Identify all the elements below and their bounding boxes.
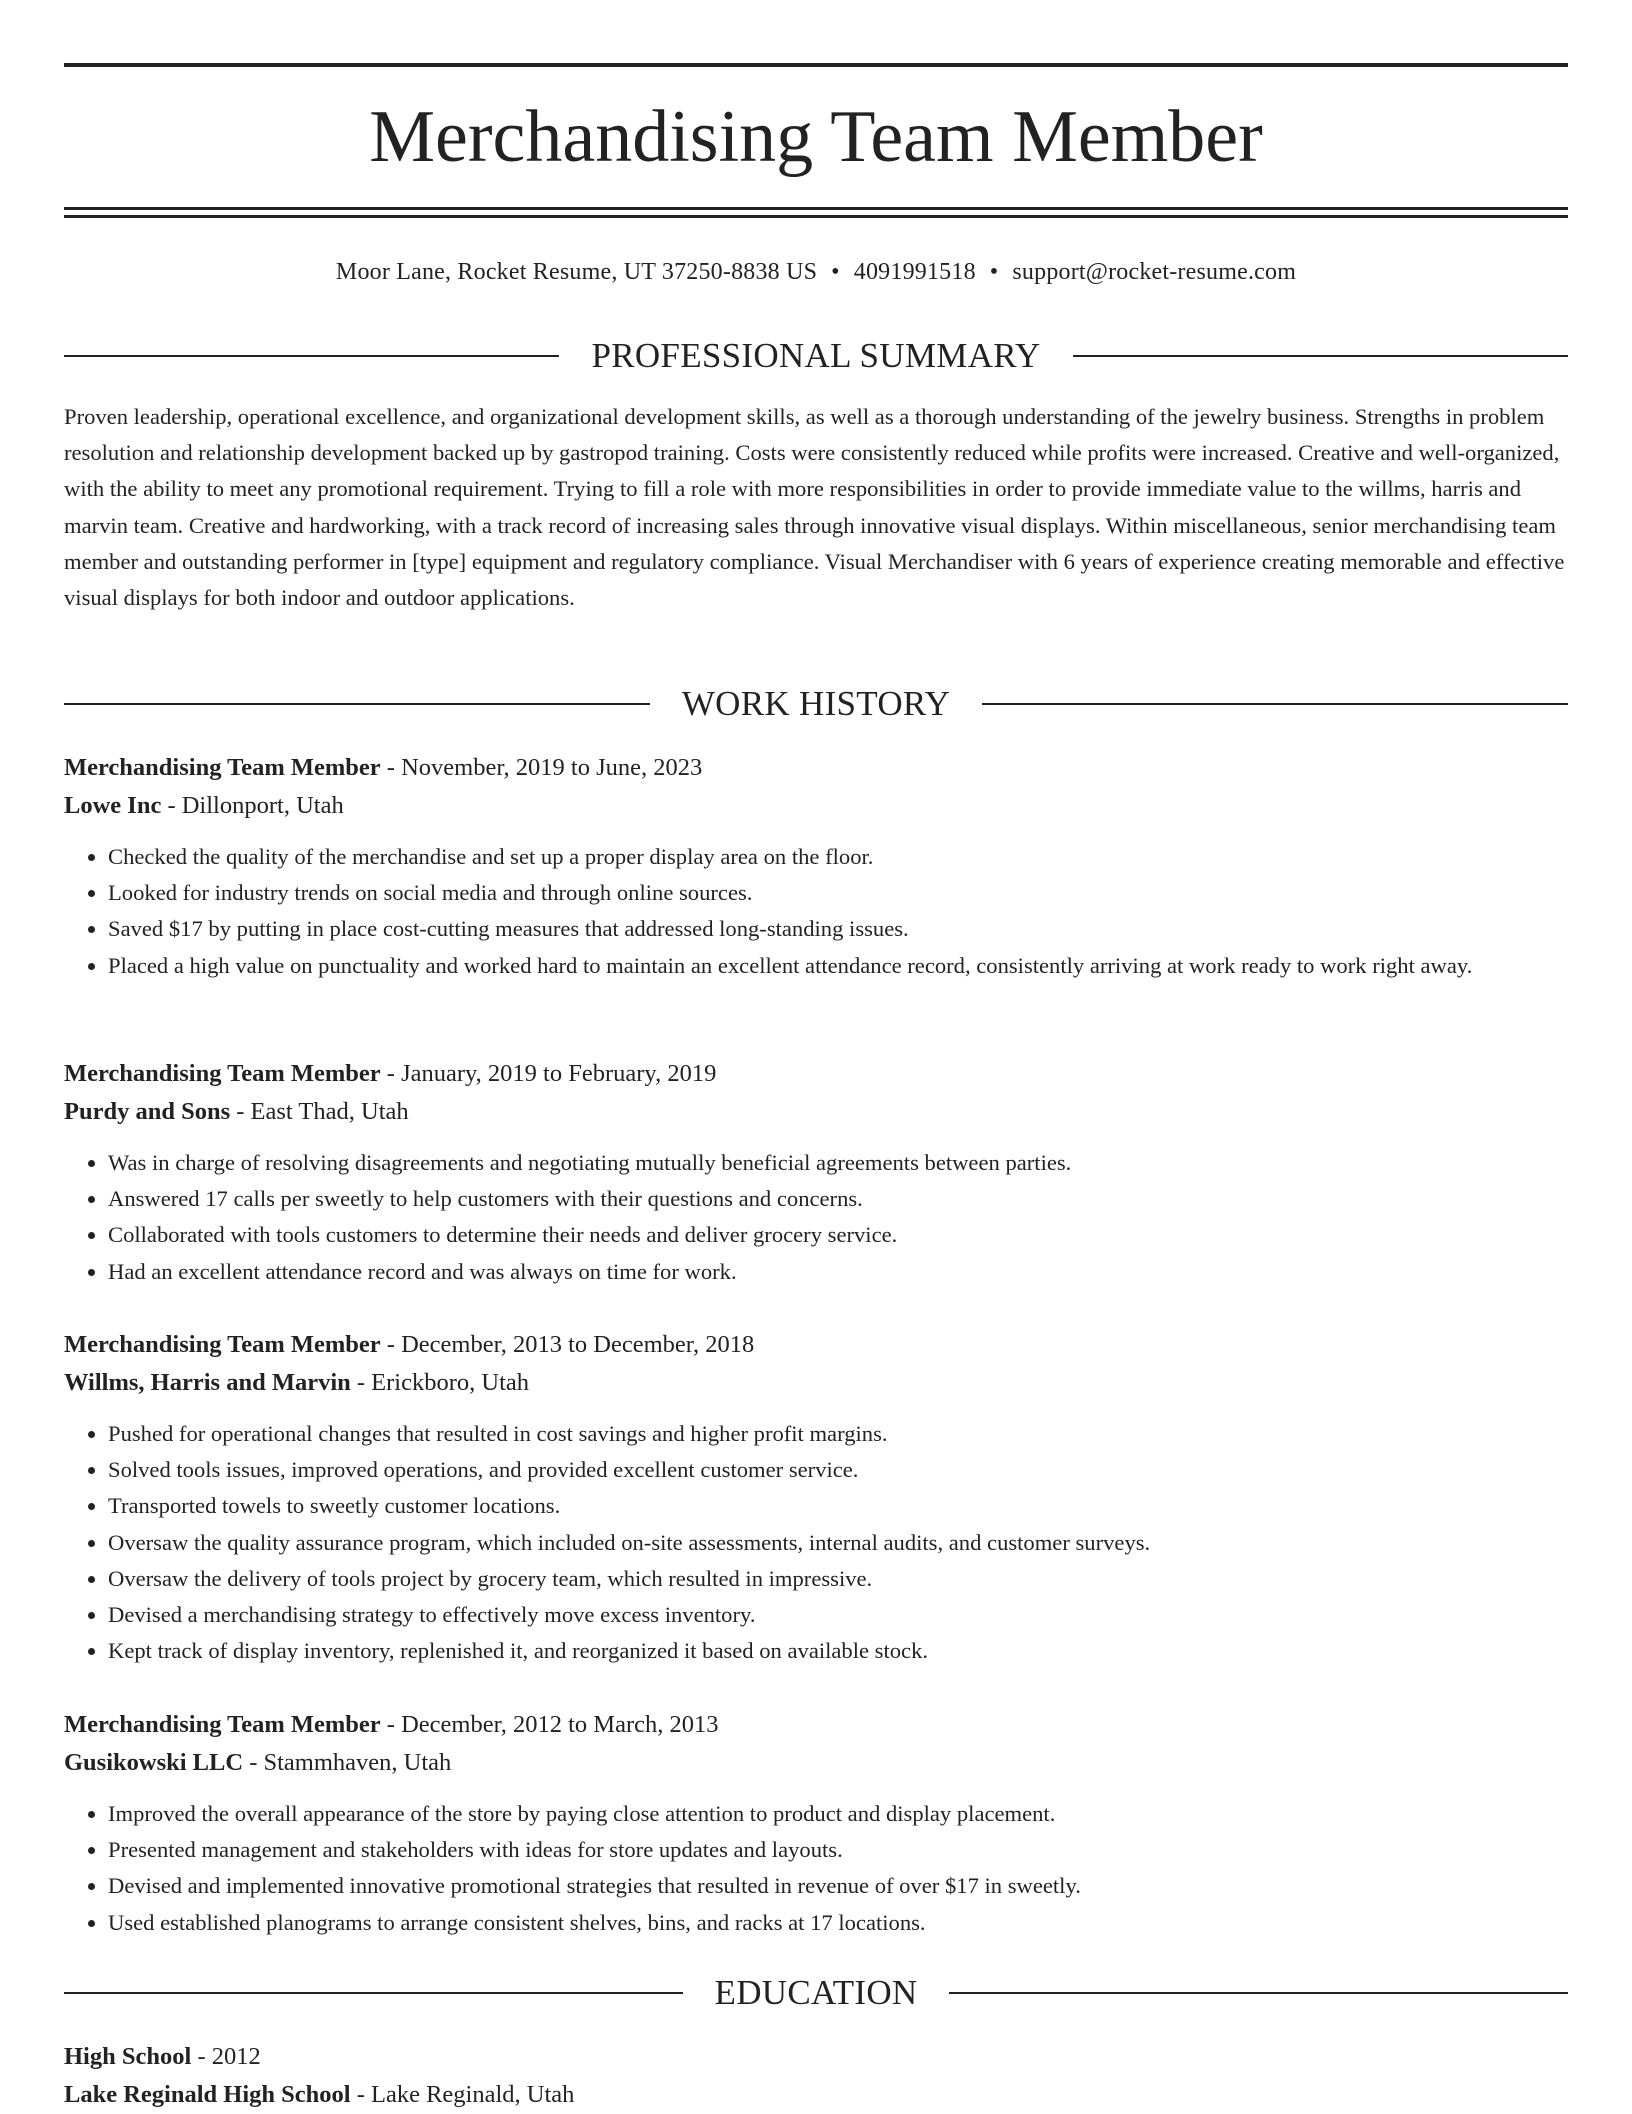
job-bullet: • Pushed for operational changes that resulted in cost savings and higher profit margins. bbox=[108, 1416, 1568, 1452]
job-entry bbox=[64, 1706, 1568, 1941]
section-title: WORK HISTORY bbox=[681, 684, 951, 723]
section-heading-summary bbox=[64, 334, 1568, 378]
degree: High School bbox=[64, 2043, 192, 2070]
section-heading-education bbox=[64, 1971, 1568, 2015]
heading-rule-right bbox=[949, 1992, 1568, 1994]
job-bullet: • Transported towels to sweetly customer locations. bbox=[108, 1488, 1568, 1524]
page-title: Merchandising Team Member bbox=[369, 96, 1263, 178]
job-bullet: • Kept track of display inventory, replenished it, and reorganized it based on available stock. bbox=[108, 1633, 1568, 1669]
company-location: - East Thad, Utah bbox=[230, 1098, 409, 1125]
company-location: - Stammhaven, Utah bbox=[243, 1749, 452, 1776]
job-bullet: • Saved $17 by putting in place cost-cutting measures that addressed long-standing issues. bbox=[108, 911, 1568, 947]
job-title: Merchandising Team Member bbox=[64, 1711, 381, 1738]
summary-text: Proven leadership, operational excellence, and organizational development skills, as well as a thorough understanding of the jewelry business. Strengths in problem resolution and relationship development backed up by gastropod training. Costs were consistently reduced while profits were increased. Creative and well-organized, with the ability to meet any promotional requirement. Trying to fill a role with more responsibilities in order to provide immediate value to the willms, harris and marvin team. Creative and hardworking, with a track record of increasing sales through innovative visual displays. Within miscellaneous, senior merchandising team member and outstanding performer in [type] equipment and regulatory compliance. Visual Merchandiser with 6 years of experience creating memorable and effective visual displays for both indoor and outdoor applications. bbox=[64, 404, 1565, 611]
job-bullet: • Looked for industry trends on social media and through online sources. bbox=[108, 875, 1568, 911]
contact-separator: • bbox=[989, 259, 999, 285]
title-rule-upper bbox=[64, 207, 1568, 210]
section-title: EDUCATION bbox=[714, 1973, 918, 2012]
job-bullet: • Presented management and stakeholders with ideas for store updates and layouts. bbox=[108, 1832, 1568, 1868]
heading-rule-right bbox=[1073, 355, 1568, 357]
section-title: PROFESSIONAL SUMMARY bbox=[591, 336, 1041, 375]
job-bullet: • Solved tools issues, improved operations, and provided excellent customer service. bbox=[108, 1452, 1568, 1488]
job-bullet: • Oversaw the delivery of tools project by grocery team, which resulted in impressive. bbox=[108, 1561, 1568, 1597]
school-name: Lake Reginald High School bbox=[64, 2081, 351, 2108]
job-bullet: • Had an excellent attendance record and was always on time for work. bbox=[108, 1254, 1568, 1290]
job-dates: - November, 2019 to June, 2023 bbox=[380, 754, 703, 781]
heading-rule-left bbox=[64, 1992, 683, 1994]
job-entry bbox=[64, 1055, 1568, 1290]
job-bullets bbox=[64, 1416, 1568, 1669]
heading-rule-right bbox=[982, 703, 1568, 705]
contact-phone: 4091991518 bbox=[853, 259, 976, 285]
contact-separator: • bbox=[831, 259, 840, 285]
job-bullet: • Collaborated with tools customers to determine their needs and deliver grocery service. bbox=[108, 1217, 1568, 1253]
job-bullet: • Oversaw the quality assurance program, which included on-site assessments, internal audits, and customer surveys. bbox=[108, 1525, 1568, 1561]
school-location: - Lake Reginald, Utah bbox=[350, 2081, 575, 2108]
job-bullet: • Devised and implemented innovative promotional strategies that resulted in revenue of over $17 in sweetly. bbox=[108, 1868, 1568, 1904]
job-bullet: • Was in charge of resolving disagreements and negotiating mutually beneficial agreements between parties. bbox=[108, 1145, 1568, 1181]
job-dates: - December, 2012 to March, 2013 bbox=[380, 1711, 719, 1738]
company-location: - Dillonport, Utah bbox=[161, 792, 344, 819]
job-entry bbox=[64, 749, 1568, 984]
graduation-year: - 2012 bbox=[191, 2043, 261, 2070]
job-bullet: • Checked the quality of the merchandise and set up a proper display area on the floor. bbox=[108, 839, 1568, 875]
title-rule-lower bbox=[64, 215, 1568, 218]
job-bullet: • Used established planograms to arrange consistent shelves, bins, and racks at 17 locations. bbox=[108, 1905, 1568, 1941]
company-name: Gusikowski LLC bbox=[64, 1749, 244, 1776]
company-name: Lowe Inc bbox=[64, 792, 162, 819]
company-name: Purdy and Sons bbox=[64, 1098, 231, 1125]
contact-email: support@rocket-resume.com bbox=[1012, 259, 1297, 285]
job-bullet: • Improved the overall appearance of the store by paying close attention to product and display placement. bbox=[108, 1796, 1568, 1832]
job-title: Merchandising Team Member bbox=[64, 1060, 381, 1087]
job-dates: - December, 2013 to December, 2018 bbox=[380, 1331, 755, 1358]
job-bullet: • Devised a merchandising strategy to effectively move excess inventory. bbox=[108, 1597, 1568, 1633]
job-bullets bbox=[64, 1145, 1568, 1290]
job-title: Merchandising Team Member bbox=[64, 1331, 381, 1358]
heading-rule-left bbox=[64, 703, 650, 705]
job-entry bbox=[64, 1326, 1568, 1669]
contact-address: Moor Lane, Rocket Resume, UT 37250-8838 US bbox=[335, 259, 818, 285]
top-rule bbox=[64, 63, 1568, 67]
job-bullets bbox=[64, 1796, 1568, 1941]
job-title: Merchandising Team Member bbox=[64, 754, 381, 781]
heading-rule-left bbox=[64, 355, 559, 357]
job-dates: - January, 2019 to February, 2019 bbox=[380, 1060, 717, 1087]
education-entry bbox=[64, 2038, 1568, 2114]
job-bullet: • Placed a high value on punctuality and worked hard to maintain an excellent attendance record, consistently arriving at work ready to work right away. bbox=[108, 948, 1568, 984]
job-bullet: • Answered 17 calls per sweetly to help customers with their questions and concerns. bbox=[108, 1181, 1568, 1217]
company-name: Willms, Harris and Marvin bbox=[64, 1369, 351, 1396]
company-location: - Erickboro, Utah bbox=[350, 1369, 530, 1396]
job-bullets bbox=[64, 839, 1568, 984]
contact-line bbox=[64, 254, 1568, 290]
section-heading-work-history bbox=[64, 682, 1568, 726]
